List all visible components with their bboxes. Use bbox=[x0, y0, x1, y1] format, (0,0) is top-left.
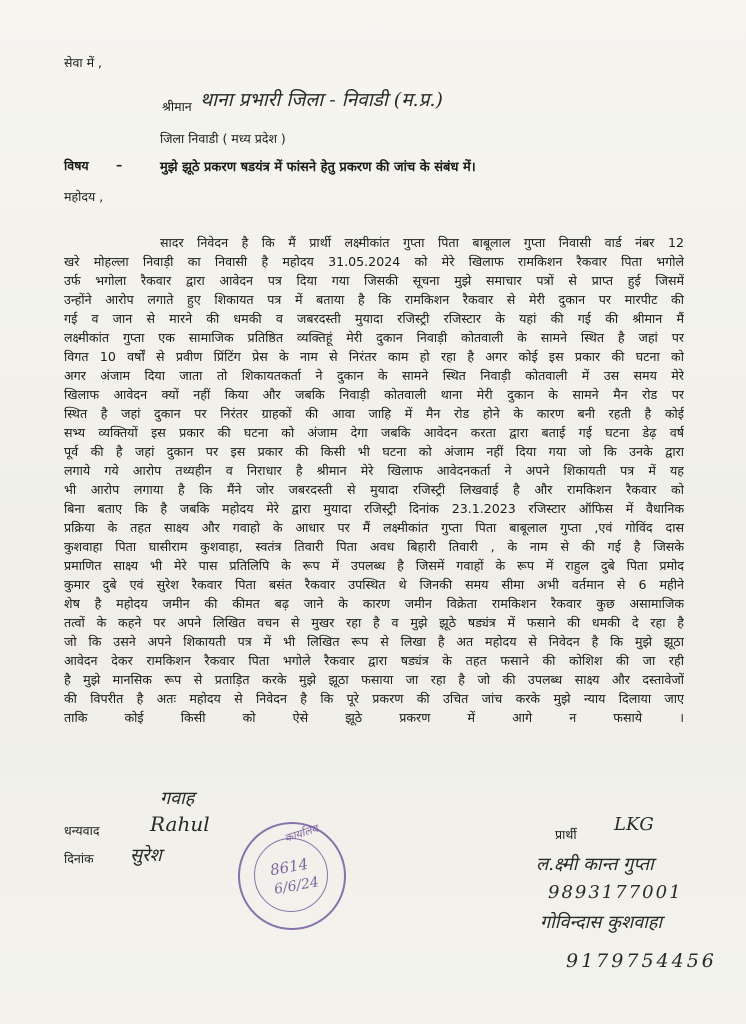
body-line: आवेदन देकर रामकिशन रैकवार पिता भगोले रैकवार द्वारा षड्यंत्र के तहत फसाने की कोशिश की जा रही bbox=[64, 653, 684, 668]
body-line: पूर्व की है जहां दुकान पर इस प्रकार की किसी भी घटना को अंजाम नहीं दिया गया जो कि उनके द्वारा bbox=[64, 444, 684, 459]
body-line: है मुझे मानसिक रूप से प्रताड़ित करके मुझे झूठा फसाया जा रहा है जो की उपलब्ध साक्ष्य और दस्तावेजों bbox=[64, 672, 684, 687]
body-line: प्रक्रिया के तहत साक्ष्य और गवाहो के आधार पर मैं लक्ष्मीकांत गुप्ता पिता बाबूलाल गुप्ता ,एवं गोविंद दास bbox=[64, 520, 684, 535]
subject-text: मुझे झूठे प्रकरण षडयंत्र में फांसने हेतु प्रकरण की जांच के संबंध में। bbox=[160, 160, 476, 175]
body-line: कुमार दुबे एवं सुरेश रैकवार पिता बसंत रैकवार उपस्थित थे जिनकी समय सीमा अभी वर्तमान से 6 महीने bbox=[64, 577, 684, 592]
subject-dash: – bbox=[116, 157, 123, 172]
salutation-to: सेवा में , bbox=[64, 55, 103, 70]
date-handwritten: सुरेश bbox=[130, 845, 162, 866]
body-line: भी आरोप लगाया है कि मैंने जोर जबरदस्ती से मुयादा रजिस्ट्री लिखवाई है और रामकिशन रैकवार को bbox=[64, 482, 684, 497]
applicant-label: प्रार्थी bbox=[555, 827, 577, 842]
greeting: महोदय , bbox=[64, 189, 104, 204]
body-line: लगाये गये आरोप तथ्यहीन व निराधार है श्रीमान मेरे खिलाफ आवेदनकर्ता ने अपने शिकायती पत्र में यह bbox=[64, 463, 684, 478]
applicant-phone-1: 9893177001 bbox=[548, 882, 683, 903]
body-line: तत्वों के कहने पर अपने लिखित वचन से मुखर रहा है व मुझे झूठे षड्यंत्र में फसाने की धमकी दे रहा है bbox=[64, 615, 684, 630]
subject-label: विषय bbox=[64, 158, 89, 173]
body-line: स्थित है जहां दुकान पर निरंतर ग्राहकों की आवा जाहि में मैन रोड होने के कारण बनी रहती है कोई bbox=[64, 406, 684, 421]
body-line: सादर निवेदन है कि मैं प्रार्थी लक्ष्मीकांत गुप्ता पिता बाबूलाल गुप्ता निवासी वार्ड नंबर 12 bbox=[160, 235, 684, 250]
body-line: उर्फ भगोला रैकवार द्वारा आवेदन पत्र दिया गया जिसकी सूचना मुझे समाचार पत्रों से प्राप्त हुई जिसमें bbox=[64, 273, 684, 288]
second-applicant-name: गोविन्दास कुशवाहा bbox=[540, 912, 663, 933]
body-line: खरे मोहल्ला निवाड़ी का निवासी है महोदय 31.05.2024 को मेरे खिलाफ रामकिशन रैकवार पिता भगोले bbox=[64, 254, 684, 269]
body-line: कुशवाहा पिता घासीराम कुशवाहा, स्वतंत्र तिवारी पिता अवध बिहारी तिवारी , के नाम से की गई है जिसके bbox=[64, 539, 684, 554]
addressee-handwritten: थाना प्रभारी जिला - निवाडी (म.प्र.) bbox=[200, 89, 443, 111]
date-label: दिनांक bbox=[64, 851, 94, 866]
body-line: प्रमाणित साक्ष्य भी मेरे पास प्रतिलिपि के रूप में उपलब्ध है जिसमें गवाहों के रूप में राहुल दुबे पिता प्रमोद bbox=[64, 558, 684, 573]
applicant-phone-2: 9179754456 bbox=[566, 950, 717, 972]
body-line: विगत 10 वर्षों से प्रवीण प्रिंटिंग प्रेस के नाम से निरंतर काम हो रहा है अगर कोई इस प्रकार की घटना को bbox=[64, 349, 684, 364]
body-line: खिलाफ आवेदन क्यों नहीं किया और जबकि निवाड़ी कोतवाली थाना मेरी दुकान के सामने मैन रोड पर bbox=[64, 387, 684, 402]
applicant-name-handwritten: ल.क्ष्मी कान्त गुप्ता bbox=[536, 854, 654, 875]
body-line: उन्होंने आरोप लगाते हुए शिकायत पत्र में बताया है कि रामकिशन रैकवार से मेरी दुकान पर मारपीट की bbox=[64, 292, 684, 307]
body-line: जो कि उसने अपने शिकायती पत्र में भी लिखित रूप से लिखा है अत महोदय से निवेदन है कि मुझे झूठा bbox=[64, 634, 684, 649]
office-stamp: कार्यालय 8614 6/6/24 bbox=[238, 822, 346, 930]
body-line: बिना बताए कि है जबकि महोदय मेरे द्वारा मुयादा रजिस्ट्री दिनांक 23.1.2023 रजिस्टार ऑफिस में वैधानिक bbox=[64, 501, 684, 516]
witness-signature: Rahul bbox=[150, 812, 210, 836]
body-line: ताकि कोई किसी को ऐसे झूठे प्रकरण में आगे न फसाये । bbox=[64, 710, 684, 725]
body-line: गई व जान से मारने की धमकी व जबरदस्ती मुयादा रजिस्ट्री रजिस्टार के यहां की गई की श्रीमान मैं bbox=[64, 311, 684, 326]
body-line: शेष है महोदय जमीन की कीमत बढ़ जाने के कारण जमीन विक्रेता रामकिशन रैकवार कुछ असामाजिक bbox=[64, 596, 684, 611]
thanks-label: धन्यवाद bbox=[64, 823, 100, 838]
body-line: सभ्य व्यक्तियों इस प्रकार की घटना को अंजाम देगा जबकि आवेदन करता द्वारा बताई गई घटना डेढ़ वर्ष bbox=[64, 425, 684, 440]
body-line: अगर अंजाम दिया जाता तो शिकायतकर्ता ने दुकान के सामने स्थित निवाड़ी कोतवाली में उस समय मेरे bbox=[64, 368, 684, 383]
body-line: लक्ष्मीकांत गुप्ता एक सामाजिक प्रतिष्ठित व्यक्तिहूं मेरी दुकान निवाड़ी कोतवाली के सामने स्थित है जहां पर bbox=[64, 330, 684, 345]
addressee-prefix: श्रीमान bbox=[162, 99, 192, 114]
district-line: जिला निवाडी ( मध्य प्रदेश ) bbox=[160, 131, 286, 146]
body-line: की विपरीत है अतः महोदय से निवेदन है कि पूरे प्रकरण की उचित जांच करके मुझे न्याय दिलाया जाए bbox=[64, 691, 684, 706]
witness-handwritten: गवाह bbox=[160, 788, 195, 809]
applicant-initials: LKG bbox=[614, 814, 654, 835]
